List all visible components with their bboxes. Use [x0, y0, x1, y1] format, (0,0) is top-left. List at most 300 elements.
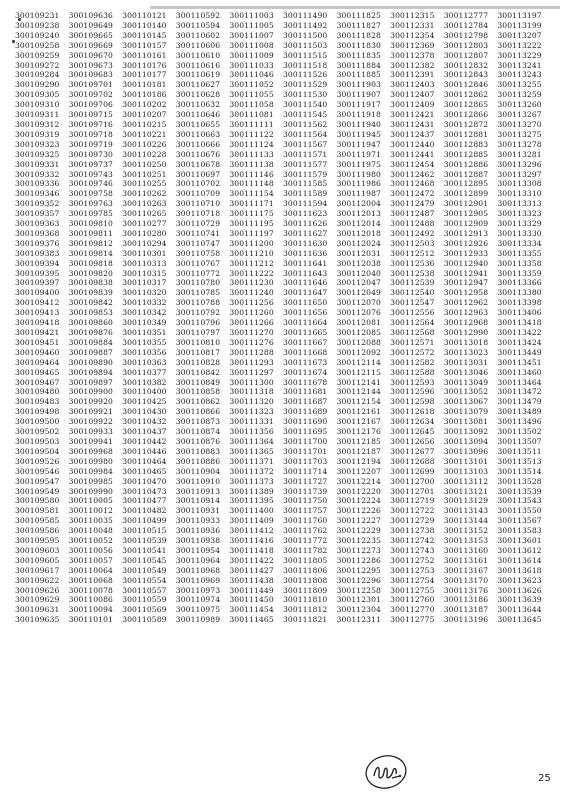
roll-number-cell: 300110969	[175, 575, 221, 585]
roll-number-cell: 300110602	[175, 30, 221, 40]
roll-number-cell: 300111256	[229, 298, 274, 308]
roll-number-cell: 300111364	[229, 436, 274, 446]
roll-number-cell: 300110873	[175, 417, 221, 427]
roll-number-cell: 300112114	[336, 357, 381, 367]
roll-number-cell: 300109412	[15, 298, 60, 308]
roll-number-cell: 300111986	[336, 179, 381, 189]
roll-number-cell: 300112699	[390, 466, 435, 476]
roll-number-cell: 300110964	[175, 555, 221, 565]
roll-number-cell: 300112862	[443, 90, 489, 100]
table-row	[15, 358, 551, 368]
roll-number-cell: 300110265	[122, 209, 167, 219]
roll-number-cell: 300112295	[336, 565, 381, 575]
roll-number-cell: 300112024	[336, 238, 381, 248]
roll-number-cell: 300111288	[229, 347, 274, 357]
roll-number-cell: 300112144	[336, 387, 381, 397]
roll-number-cell: 300112881	[443, 129, 489, 139]
roll-number-cell: 300109451	[15, 337, 60, 347]
roll-number-cell: 300110078	[68, 585, 113, 595]
roll-number-cell: 300109683	[68, 70, 113, 80]
table-row	[15, 457, 551, 467]
roll-number-cell: 300113513	[497, 456, 542, 466]
roll-number-cell: 300112775	[390, 615, 435, 625]
roll-number-cell: 300113018	[443, 337, 489, 347]
table-row	[15, 615, 551, 625]
roll-number-cell: 300110666	[175, 139, 221, 149]
roll-number-cell: 300110176	[122, 60, 167, 70]
roll-number-cell: 300111427	[229, 565, 274, 575]
roll-number-cell: 300110954	[175, 545, 221, 555]
roll-number-cell: 300110464	[122, 456, 167, 466]
roll-number-cell: 300111760	[282, 516, 328, 526]
roll-number-cell: 300109814	[68, 248, 113, 258]
roll-number-cell: 300109586	[15, 526, 60, 536]
roll-number-cell: 300111371	[229, 456, 274, 466]
roll-number-cell: 300111805	[282, 555, 328, 565]
roll-number-cell: 300112901	[443, 199, 489, 209]
roll-number-cell: 300110226	[122, 139, 167, 149]
roll-number-cell: 300111678	[282, 377, 328, 387]
roll-number-cell: 300112378	[390, 50, 435, 60]
roll-number-cell: 300110828	[175, 357, 221, 367]
roll-number-cell: 300109818	[68, 258, 113, 268]
roll-number-cell: 300109465	[15, 367, 60, 377]
roll-number-cell: 300113259	[497, 90, 542, 100]
roll-number-cell: 300112700	[390, 476, 435, 486]
roll-number-cell: 300112382	[390, 60, 435, 70]
roll-number-cell: 300113406	[497, 308, 542, 318]
roll-number-cell: 300109669	[68, 40, 113, 50]
roll-number-cell: 300111646	[282, 278, 328, 288]
roll-number-cell: 300109580	[15, 496, 60, 506]
roll-number-cell: 300111052	[229, 80, 274, 90]
roll-number-cell: 300113121	[443, 486, 489, 496]
roll-number-cell: 300111971	[336, 149, 381, 159]
roll-number-cell: 300109984	[68, 466, 113, 476]
roll-number-cell: 300112018	[336, 228, 381, 238]
roll-number-cell: 300110437	[122, 427, 167, 437]
roll-number-cell: 300111055	[229, 90, 274, 100]
table-row	[15, 239, 551, 249]
roll-number-cell: 300113334	[497, 238, 542, 248]
roll-number-cell: 300112070	[336, 298, 381, 308]
roll-number-cell: 300111664	[282, 318, 328, 328]
roll-number-cell: 300109737	[68, 159, 113, 169]
roll-number-cell: 300111585	[282, 179, 328, 189]
roll-number-cell: 300110663	[175, 129, 221, 139]
roll-number-cell: 300112742	[390, 536, 435, 546]
roll-number-cell: 300112391	[390, 70, 435, 80]
roll-number-cell: 300113096	[443, 446, 489, 456]
roll-number-cell: 300112229	[336, 526, 381, 536]
table-row	[15, 11, 551, 21]
roll-number-cell: 300113153	[443, 536, 489, 546]
roll-number-cell: 300111827	[336, 20, 381, 30]
roll-number-cell: 300111465	[229, 615, 274, 625]
roll-number-cell: 300110262	[122, 189, 167, 199]
roll-number-cell: 300109480	[15, 387, 60, 397]
roll-number-cell: 300110788	[175, 298, 221, 308]
roll-number-cell: 300112582	[390, 357, 435, 367]
roll-number-cell: 300109673	[68, 60, 113, 70]
table-row	[15, 605, 551, 615]
roll-number-cell: 300112258	[336, 585, 381, 595]
roll-number-cell: 300112798	[443, 30, 489, 40]
roll-number-cell: 300109985	[68, 476, 113, 486]
roll-number-cell: 300109900	[68, 387, 113, 397]
roll-number-cell: 300112472	[390, 189, 435, 199]
roll-number-cell: 300111647	[282, 288, 328, 298]
roll-number-cell: 300110729	[175, 219, 221, 229]
table-row	[15, 278, 551, 288]
roll-number-cell: 300112440	[390, 139, 435, 149]
roll-number-cell: 300113418	[497, 318, 542, 328]
roll-number-cell: 300111689	[282, 407, 328, 417]
roll-number-cell: 300112081	[336, 318, 381, 328]
table-row	[15, 259, 551, 269]
roll-number-cell: 300112488	[390, 219, 435, 229]
roll-number-cell: 300110482	[122, 506, 167, 516]
roll-number-cell: 300113583	[497, 526, 542, 536]
roll-number-cell: 300112719	[390, 496, 435, 506]
roll-number-cell: 300109498	[15, 407, 60, 417]
roll-number-cell: 300110280	[122, 228, 167, 238]
roll-number-cell: 300112076	[336, 308, 381, 318]
roll-number-cell: 300111412	[229, 526, 274, 536]
roll-number-cell: 300112947	[443, 278, 489, 288]
roll-number-cell: 300111008	[229, 40, 274, 50]
roll-number-cell: 300113528	[497, 476, 542, 486]
roll-number-cell: 300109336	[15, 179, 60, 189]
roll-number-cell: 300113161	[443, 555, 489, 565]
roll-number-cell: 300111033	[229, 60, 274, 70]
roll-number-cell: 300109887	[68, 347, 113, 357]
table-row	[15, 348, 551, 358]
roll-number-cell: 300111940	[336, 119, 381, 129]
table-row	[15, 566, 551, 576]
roll-number-cell: 300112315	[390, 11, 435, 20]
roll-number-cell: 300110655	[175, 119, 221, 129]
roll-number-cell: 300112187	[336, 446, 381, 456]
roll-number-cell: 300110157	[122, 40, 167, 50]
roll-number-cell: 300109839	[68, 288, 113, 298]
roll-number-cell: 300113601	[497, 536, 542, 546]
roll-number-cell: 300110849	[175, 377, 221, 387]
roll-number-cell: 300110250	[122, 159, 167, 169]
roll-number-cell: 300109346	[15, 189, 60, 199]
roll-number-cell: 300113199	[497, 20, 542, 30]
roll-number-cell: 300111681	[282, 387, 328, 397]
roll-number-cell: 300112958	[443, 288, 489, 298]
roll-number-cell: 300109820	[68, 268, 113, 278]
table-row	[15, 41, 551, 51]
roll-number-cell: 300113186	[443, 595, 489, 605]
roll-number-cell: 300112038	[336, 258, 381, 268]
roll-number-cell: 300109617	[15, 565, 60, 575]
roll-number-cell: 300110263	[122, 199, 167, 209]
roll-number-cell: 300110678	[175, 159, 221, 169]
roll-number-cell: 300110228	[122, 149, 167, 159]
roll-number-cell: 300111409	[229, 516, 274, 526]
roll-number-cell: 300113167	[443, 565, 489, 575]
table-row	[15, 100, 551, 110]
roll-number-cell: 300109332	[15, 169, 60, 179]
roll-number-cell: 300112722	[390, 506, 435, 516]
roll-number-cell: 300109716	[68, 119, 113, 129]
roll-number-cell: 300112220	[336, 486, 381, 496]
roll-number-cell: 300112031	[336, 248, 381, 258]
roll-number-cell: 300110741	[175, 228, 221, 238]
roll-number-cell: 300110048	[68, 526, 113, 536]
roll-number-cell: 300109884	[68, 337, 113, 347]
roll-number-cell: 300111577	[282, 159, 328, 169]
roll-number-cell: 300111562	[282, 119, 328, 129]
roll-number-cell: 300110606	[175, 40, 221, 50]
roll-number-cell: 300110545	[122, 555, 167, 565]
roll-number-cell: 300113170	[443, 575, 489, 585]
roll-number-cell: 300110646	[175, 110, 221, 120]
roll-number-cell: 300110005	[68, 496, 113, 506]
roll-number-cell: 300112572	[390, 347, 435, 357]
roll-number-cell: 300111673	[282, 357, 328, 367]
roll-number-cell: 300109547	[15, 476, 60, 486]
roll-number-cell: 300109368	[15, 228, 60, 238]
roll-number-cell: 300111320	[229, 397, 274, 407]
roll-number-cell: 300110810	[175, 337, 221, 347]
roll-number-cell: 300110914	[175, 496, 221, 506]
roll-number-cell: 300110277	[122, 219, 167, 229]
roll-number-cell: 300112331	[390, 20, 435, 30]
roll-number-cell: 300110035	[68, 516, 113, 526]
roll-number-cell: 300109941	[68, 436, 113, 446]
roll-number-cell: 300112369	[390, 40, 435, 50]
roll-number-cell: 300109585	[15, 516, 60, 526]
roll-number-cell: 300113489	[497, 407, 542, 417]
roll-number-cell: 300111270	[229, 328, 274, 337]
roll-number-cell: 300110772	[175, 268, 221, 278]
roll-number-cell: 300113358	[497, 258, 542, 268]
roll-number-cell: 300113152	[443, 526, 489, 536]
roll-number-cell: 300111714	[282, 466, 328, 476]
table-row	[15, 595, 551, 605]
roll-number-cell: 300110910	[175, 476, 221, 486]
roll-number-cell: 300113449	[497, 347, 542, 357]
roll-number-cell: 300109631	[15, 605, 60, 615]
roll-number-cell: 300110758	[175, 248, 221, 258]
roll-number-cell: 300110442	[122, 436, 167, 446]
roll-number-cell: 300113222	[497, 40, 542, 50]
roll-number-cell: 300113543	[497, 496, 542, 506]
roll-number-cell: 300111297	[229, 367, 274, 377]
roll-number-cell: 300112899	[443, 189, 489, 199]
roll-number-cell: 300109706	[68, 100, 113, 110]
roll-number-cell: 300113422	[497, 328, 542, 337]
roll-number-cell: 300111564	[282, 129, 328, 139]
table-row	[15, 526, 551, 536]
roll-number-cell: 300111058	[229, 100, 274, 110]
roll-number-cell: 300112226	[336, 506, 381, 516]
table-row	[15, 31, 551, 41]
roll-number-cell: 300111276	[229, 337, 274, 347]
roll-number-cell: 300109319	[15, 129, 60, 139]
roll-number-cell: 300113380	[497, 288, 542, 298]
roll-number-cell: 300110145	[122, 30, 167, 40]
roll-number-cell: 300112754	[390, 575, 435, 585]
roll-number-cell: 300110541	[122, 545, 167, 555]
roll-number-cell: 300111450	[229, 595, 274, 605]
roll-number-cell: 300112431	[390, 119, 435, 129]
roll-number-cell: 300111727	[282, 476, 328, 486]
roll-number-cell: 300113355	[497, 248, 542, 258]
roll-number-cell: 300111365	[229, 446, 274, 456]
roll-number-cell: 300111046	[229, 70, 274, 80]
roll-number-cell: 300112224	[336, 496, 381, 506]
roll-number-cell: 300111318	[229, 387, 274, 397]
roll-number-cell: 300110430	[122, 407, 167, 417]
roll-number-cell: 300112832	[443, 60, 489, 70]
roll-number-cell: 300109922	[68, 417, 113, 427]
page-number: 25	[538, 773, 551, 784]
table-row	[15, 556, 551, 566]
roll-number-cell: 300112538	[390, 268, 435, 278]
roll-number-cell: 300109272	[15, 60, 60, 70]
roll-number-cell: 300110842	[175, 367, 221, 377]
roll-number-cell: 300112598	[390, 397, 435, 407]
table-row	[15, 140, 551, 150]
roll-number-cell: 300109990	[68, 486, 113, 496]
roll-number-cell: 300112866	[443, 110, 489, 120]
roll-number-cell: 300113176	[443, 585, 489, 595]
roll-number-cell: 300112846	[443, 80, 489, 90]
table-row	[15, 516, 551, 526]
roll-number-cell: 300109502	[15, 427, 60, 437]
table-row	[15, 130, 551, 140]
roll-number-cell: 300112656	[390, 436, 435, 446]
roll-number-cell: 300111579	[282, 169, 328, 179]
roll-number-cell: 300112085	[336, 328, 381, 337]
roll-number-cell: 300113023	[443, 347, 489, 357]
roll-number-cell: 300109785	[68, 209, 113, 219]
roll-number-cell: 300113296	[497, 159, 542, 169]
roll-number-cell: 300111884	[336, 60, 381, 70]
roll-number-cell: 300111945	[336, 129, 381, 139]
roll-number-cell: 300110973	[175, 585, 221, 595]
roll-number-cell: 300109838	[68, 278, 113, 288]
roll-number-cell: 300111975	[336, 159, 381, 169]
roll-number-cell: 300112968	[443, 318, 489, 328]
roll-number-cell: 300112273	[336, 545, 381, 555]
roll-number-cell: 300110858	[175, 387, 221, 397]
roll-number-cell: 300109460	[15, 347, 60, 357]
roll-number-cell: 300109702	[68, 90, 113, 100]
roll-number-cell: 300111007	[229, 30, 274, 40]
roll-number-cell: 300110377	[122, 367, 167, 377]
roll-number-cell: 300109418	[15, 318, 60, 328]
roll-number-cell: 300111656	[282, 308, 328, 318]
roll-number-cell: 300110931	[175, 506, 221, 516]
roll-number-cell: 300110539	[122, 536, 167, 546]
roll-number-cell: 300109357	[15, 209, 60, 219]
roll-number-cell: 300112092	[336, 347, 381, 357]
roll-number-cell: 300110594	[175, 20, 221, 30]
roll-number-cell: 300113310	[497, 189, 542, 199]
roll-number-cell: 300110215	[122, 119, 167, 129]
roll-number-cell: 300111810	[282, 595, 328, 605]
roll-number-cell: 300111503	[282, 40, 328, 50]
roll-number-cell: 300113424	[497, 337, 542, 347]
roll-number-cell: 300110785	[175, 288, 221, 298]
roll-number-cell: 300110619	[175, 70, 221, 80]
roll-number-cell: 300112004	[336, 199, 381, 209]
roll-number-cell: 300113207	[497, 30, 542, 40]
roll-number-cell: 300113129	[443, 496, 489, 506]
roll-number-cell: 300110221	[122, 129, 167, 139]
table-row	[15, 378, 551, 388]
roll-number-cell: 300111623	[282, 209, 328, 219]
roll-number-cell: 300112214	[336, 476, 381, 486]
roll-number-cell: 300110610	[175, 50, 221, 60]
roll-number-cell: 300110989	[175, 615, 221, 625]
roll-number-cell: 300112962	[443, 298, 489, 308]
roll-number-cell: 300113612	[497, 545, 542, 555]
roll-number-cell: 300112887	[443, 169, 489, 179]
roll-number-cell: 300112895	[443, 179, 489, 189]
roll-number-cell: 300111526	[282, 70, 328, 80]
roll-number-cell: 300109743	[68, 169, 113, 179]
roll-number-cell: 300111111	[229, 119, 274, 129]
table-row	[15, 338, 551, 348]
roll-number-cell: 300112185	[336, 436, 381, 446]
roll-number-cell: 300109715	[68, 110, 113, 120]
roll-number-cell: 300111300	[229, 377, 274, 387]
roll-number-cell: 300113143	[443, 506, 489, 516]
roll-number-cell: 300109894	[68, 367, 113, 377]
roll-number-cell: 300109395	[15, 268, 60, 278]
roll-number-cell: 300112468	[390, 179, 435, 189]
roll-number-cell: 300111175	[229, 209, 274, 219]
roll-number-cell: 300112409	[390, 100, 435, 110]
table-row	[15, 496, 551, 506]
table-row	[15, 298, 551, 308]
table-row	[15, 80, 551, 90]
roll-number-cell: 300109352	[15, 199, 60, 209]
roll-number-cell: 300113511	[497, 446, 542, 456]
roll-number-cell: 300111492	[282, 20, 328, 30]
roll-number-cell: 300112556	[390, 308, 435, 318]
roll-number-cell: 300112803	[443, 40, 489, 50]
roll-number-cell: 300113472	[497, 387, 542, 397]
roll-number-cell: 300113323	[497, 209, 542, 219]
table-row	[15, 407, 551, 417]
roll-number-cell: 300111449	[229, 585, 274, 595]
roll-number-cell: 300112286	[336, 555, 381, 565]
roll-number-cell: 300112941	[443, 268, 489, 278]
roll-number-cell: 300111626	[282, 219, 328, 229]
roll-number-cell: 300111687	[282, 397, 328, 407]
roll-number-cell: 300111240	[229, 288, 274, 298]
roll-number-cell: 300112540	[390, 288, 435, 298]
roll-number-cell: 300109636	[68, 11, 113, 20]
roll-number-cell: 300112760	[390, 595, 435, 605]
roll-number-cell: 300112701	[390, 486, 435, 496]
roll-number-cell: 300111750	[282, 496, 328, 506]
roll-number-cell: 300113267	[497, 110, 542, 120]
roll-number-cell: 300109464	[15, 357, 60, 367]
table-row	[15, 110, 551, 120]
roll-number-cell: 300113614	[497, 555, 542, 565]
roll-number-cell: 300112492	[390, 228, 435, 238]
roll-number-cell: 300110616	[175, 60, 221, 70]
